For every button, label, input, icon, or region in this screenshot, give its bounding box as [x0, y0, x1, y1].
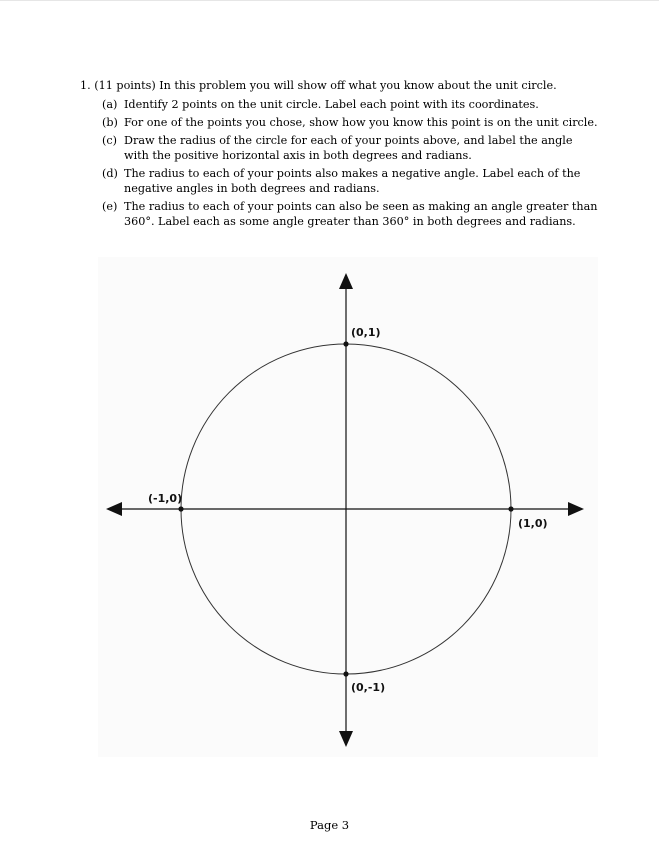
problem-parts-list: [80, 97, 600, 229]
part-d: [102, 166, 600, 196]
part-text: The radius to each of your points can also be seen as making an angle greater than 360°. Label each as some angle greater than 360° in both degrees and radians.: [124, 200, 598, 228]
part-a: [102, 97, 600, 112]
point-left: [178, 506, 183, 511]
part-label: (a): [102, 98, 118, 111]
problem-block: [80, 78, 600, 232]
axis-arrow-up-icon: [339, 273, 353, 289]
problem-header: [80, 78, 600, 93]
label-point-bottom: (0,-1): [351, 681, 386, 694]
problem-header-text: (11 points) In this problem you will show off what you know about the unit circle.: [94, 79, 557, 92]
axis-arrow-down-icon: [339, 731, 353, 747]
label-point-top: (0,1): [351, 326, 381, 339]
label-point-right: (1,0): [518, 517, 548, 530]
unit-circle-figure: [98, 257, 598, 757]
part-text: Identify 2 points on the unit circle. Label each point with its coordinates.: [124, 98, 539, 111]
axis-arrow-right-icon: [568, 502, 584, 516]
problem-number: 1.: [80, 79, 91, 92]
axis-arrow-left-icon: [106, 502, 122, 516]
page-number: Page 3: [309, 818, 350, 832]
point-right: [508, 506, 513, 511]
point-top: [343, 341, 348, 346]
part-label: (b): [102, 116, 118, 129]
part-c: [102, 133, 600, 163]
part-label: (d): [102, 167, 118, 180]
point-bottom: [343, 671, 348, 676]
part-text: The radius to each of your points also makes a negative angle. Label each of the negative angles in both degrees and radians.: [124, 167, 581, 195]
unit-circle-svg: [98, 257, 598, 757]
part-text: For one of the points you chose, show how you know this point is on the unit circle.: [124, 116, 598, 129]
page-top-border: [0, 0, 659, 1]
part-text: Draw the radius of the circle for each of your points above, and label the angle with the positive horizontal axis in both degrees and radians.: [124, 134, 573, 162]
label-point-left: (-1,0): [148, 492, 183, 505]
part-label: (e): [102, 200, 118, 213]
part-e: [102, 199, 600, 229]
part-label: (c): [102, 134, 117, 147]
part-b: [102, 115, 600, 130]
